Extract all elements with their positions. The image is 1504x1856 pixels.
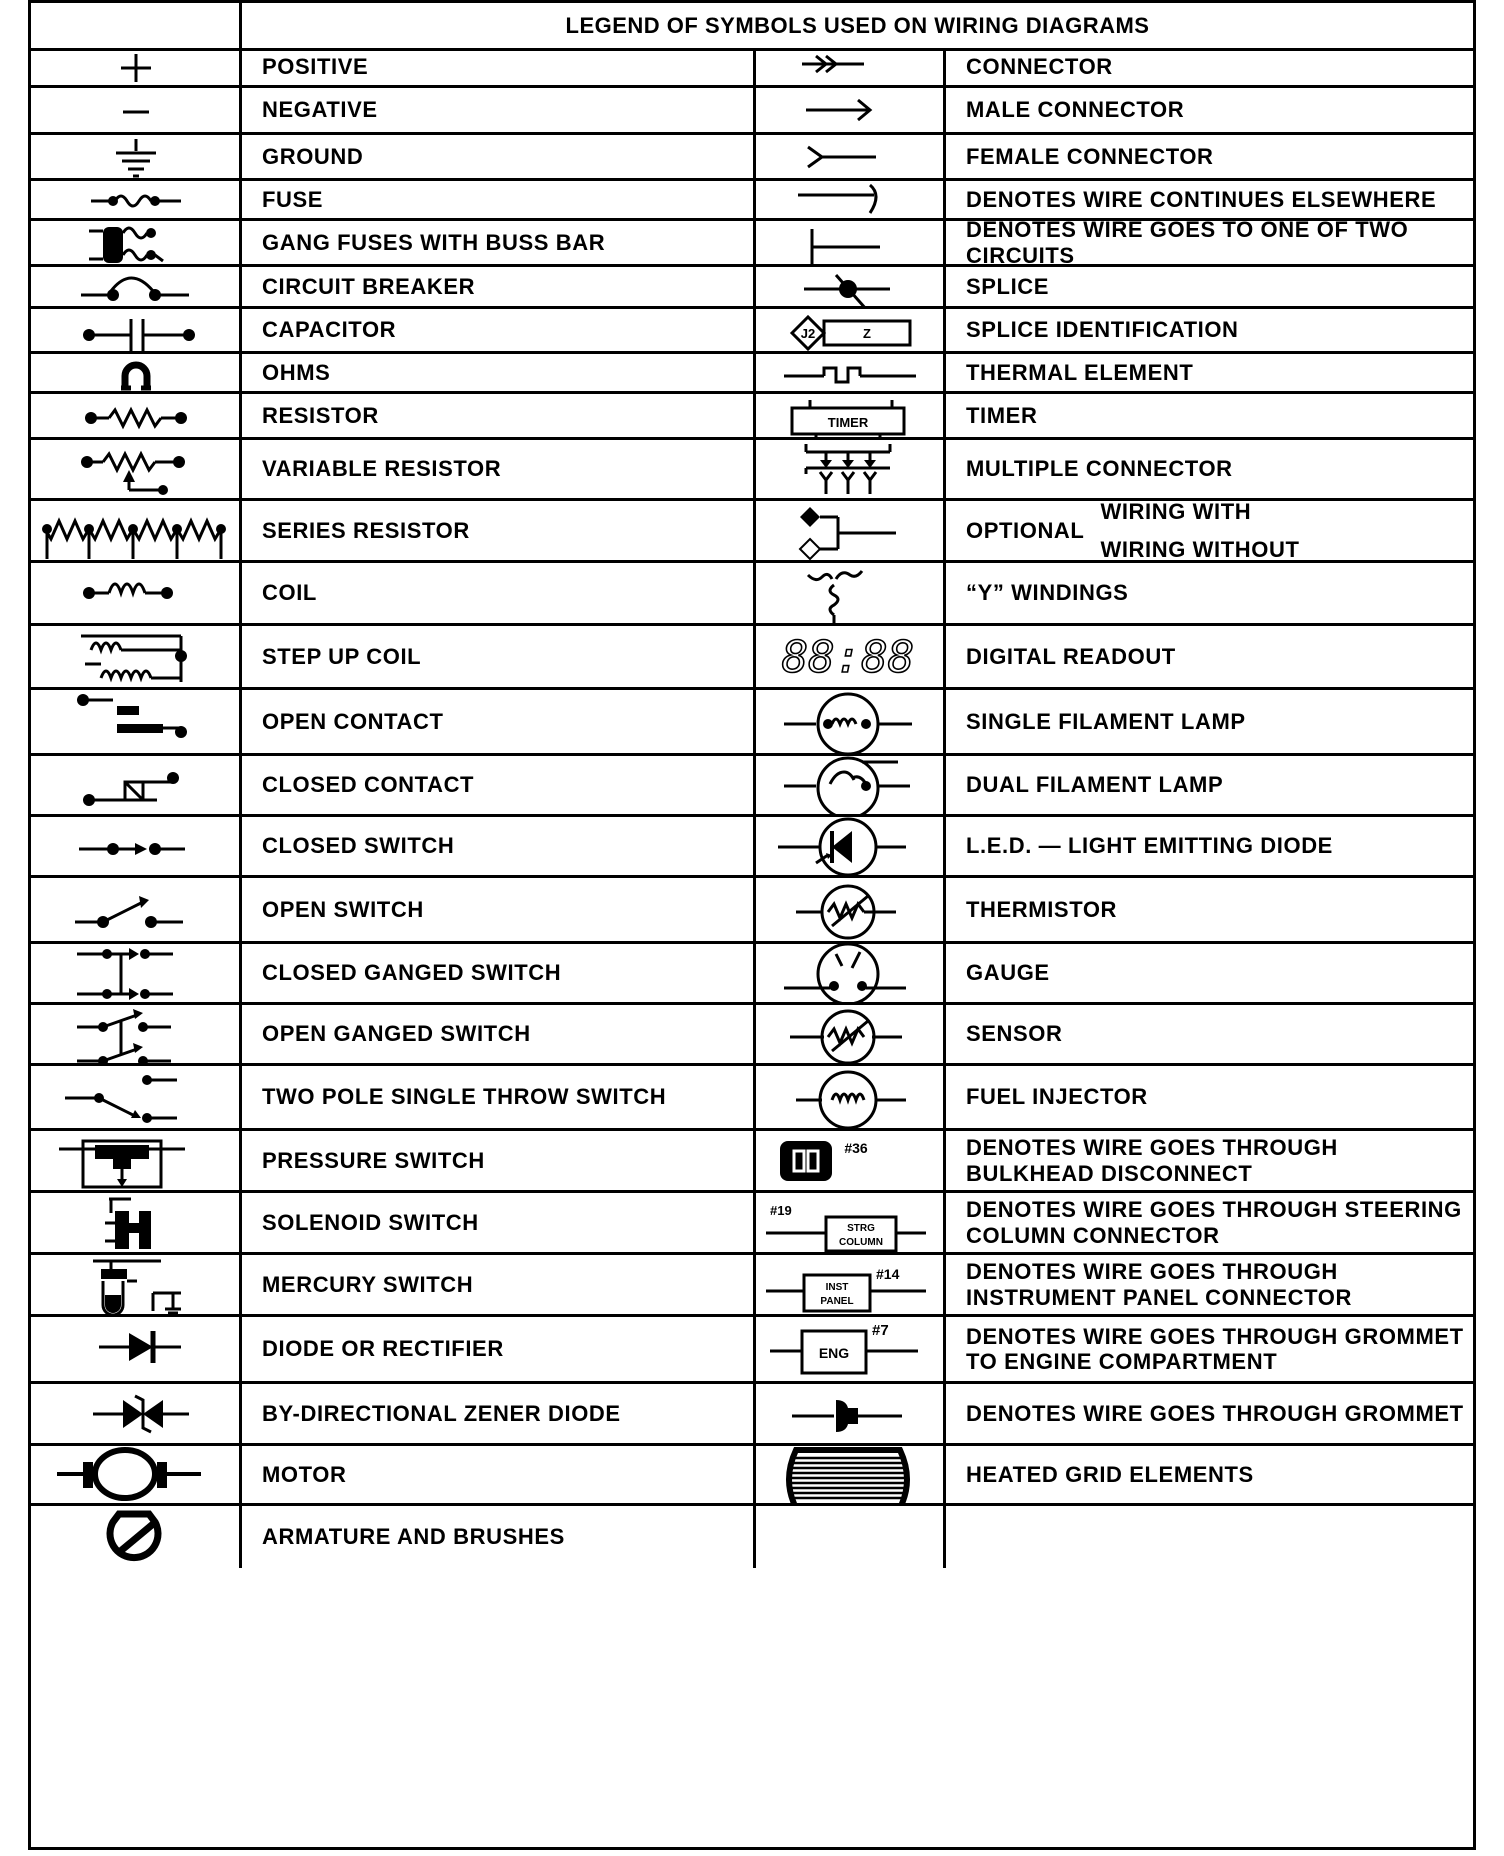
wiring-without-label: WIRING WITHOUT bbox=[1100, 536, 1300, 562]
symbol-label: BY-DIRECTIONAL ZENER DIODE bbox=[242, 1384, 756, 1446]
grommet-icon bbox=[756, 1384, 943, 1443]
closed-switch-icon bbox=[31, 817, 239, 875]
symbol-label: SERIES RESISTOR bbox=[242, 501, 756, 563]
symbol-cell bbox=[756, 267, 946, 309]
mercury-switch-icon bbox=[31, 1255, 239, 1314]
symbol-label: OHMS bbox=[242, 354, 756, 394]
symbol-cell bbox=[756, 48, 946, 88]
splice-id-icon bbox=[756, 309, 943, 351]
symbol-label: SPLICE IDENTIFICATION bbox=[946, 309, 1473, 354]
capacitor-icon bbox=[31, 309, 239, 351]
symbol-cell bbox=[756, 563, 946, 626]
symbol-cell bbox=[756, 878, 946, 944]
symbol-label: GAUGE bbox=[946, 944, 1473, 1005]
symbol-cell bbox=[756, 1384, 946, 1446]
icon-text: COLUMN bbox=[839, 1237, 883, 1248]
symbol-label: VARIABLE RESISTOR bbox=[242, 440, 756, 501]
symbol-label: DENOTES WIRE GOES THROUGH BULKHEAD DISCONNECT bbox=[946, 1131, 1473, 1193]
symbol-cell bbox=[756, 1193, 946, 1255]
symbol-label: CLOSED GANGED SWITCH bbox=[242, 944, 756, 1005]
icon-text: J2 bbox=[800, 326, 816, 341]
armature-icon bbox=[31, 1508, 239, 1567]
symbol-label: POSITIVE bbox=[242, 48, 756, 88]
sensor-icon bbox=[756, 1005, 943, 1063]
title-corner bbox=[31, 3, 242, 48]
symbol-cell bbox=[31, 944, 242, 1005]
symbol-cell bbox=[756, 354, 946, 394]
symbol-cell bbox=[756, 817, 946, 878]
icon-text: #19 bbox=[770, 1203, 792, 1218]
symbol-cell bbox=[31, 626, 242, 690]
symbol-cell bbox=[756, 690, 946, 756]
symbol-label: OPEN SWITCH bbox=[242, 878, 756, 944]
dual-filament-lamp-icon bbox=[756, 756, 943, 814]
optional-label: OPTIONAL bbox=[966, 517, 1085, 543]
symbol-label: DIGITAL READOUT bbox=[946, 626, 1473, 690]
symbol-cell bbox=[756, 1317, 946, 1384]
symbol-cell bbox=[31, 309, 242, 354]
motor-icon bbox=[31, 1446, 239, 1503]
symbol-label: RESISTOR bbox=[242, 394, 756, 440]
wiring-with-label: WIRING WITH bbox=[1100, 501, 1252, 525]
symbol-label: MALE CONNECTOR bbox=[946, 88, 1473, 135]
symbol-label: FEMALE CONNECTOR bbox=[946, 135, 1473, 181]
resistor-icon bbox=[31, 394, 239, 437]
symbol-label: SENSOR bbox=[946, 1005, 1473, 1066]
symbol-cell bbox=[31, 1506, 242, 1568]
readout-text: 88:88 bbox=[781, 632, 915, 683]
symbol-label bbox=[946, 1506, 1473, 1568]
symbol-cell bbox=[31, 1066, 242, 1131]
symbol-label: CAPACITOR bbox=[242, 309, 756, 354]
symbol-label: MOTOR bbox=[242, 1446, 756, 1506]
icon-text: #14 bbox=[876, 1266, 900, 1282]
title-row bbox=[31, 3, 1473, 51]
symbol-cell bbox=[31, 1131, 242, 1193]
symbol-cell bbox=[31, 181, 242, 221]
step-up-coil-icon bbox=[31, 626, 239, 687]
closed-ganged-switch-icon bbox=[31, 944, 239, 1002]
symbol-label: TWO POLE SINGLE THROW SWITCH bbox=[242, 1066, 756, 1131]
symbol-label: L.E.D. — LIGHT EMITTING DIODE bbox=[946, 817, 1473, 878]
symbol-label: DIODE OR RECTIFIER bbox=[242, 1317, 756, 1384]
symbol-cell bbox=[756, 1131, 946, 1193]
symbol-label: DENOTES WIRE GOES THROUGH STEERING COLUMN CONNECTOR bbox=[946, 1193, 1473, 1255]
optional-wiring-icon bbox=[756, 501, 943, 560]
symbol-label: THERMAL ELEMENT bbox=[946, 354, 1473, 394]
icon-text: ENG bbox=[818, 1345, 850, 1361]
timer-icon bbox=[756, 394, 943, 437]
symbol-label: GROUND bbox=[242, 135, 756, 181]
symbol-label: “Y” WINDINGS bbox=[946, 563, 1473, 626]
symbol-cell bbox=[756, 394, 946, 440]
symbol-label: STEP UP COIL bbox=[242, 626, 756, 690]
bulkhead-disconnect-icon bbox=[756, 1131, 943, 1190]
multiple-connector-icon bbox=[756, 440, 943, 498]
open-contact-icon bbox=[31, 690, 239, 753]
symbol-cell bbox=[756, 944, 946, 1005]
variable-resistor-icon bbox=[31, 440, 239, 498]
zener-diode-icon bbox=[31, 1384, 239, 1443]
legend-title: LEGEND OF SYMBOLS USED ON WIRING DIAGRAMS bbox=[565, 12, 1150, 38]
symbol-cell bbox=[756, 181, 946, 221]
symbol-label: FUSE bbox=[242, 181, 756, 221]
fuse-icon bbox=[31, 181, 239, 218]
plus-icon bbox=[31, 48, 239, 85]
symbol-cell bbox=[31, 1255, 242, 1317]
coil-icon bbox=[31, 563, 239, 623]
symbol-label: MULTIPLE CONNECTOR bbox=[946, 440, 1473, 501]
symbol-cell bbox=[31, 878, 242, 944]
digital-readout-icon bbox=[756, 626, 943, 687]
symbol-cell bbox=[31, 354, 242, 394]
symbol-label: CLOSED SWITCH bbox=[242, 817, 756, 878]
symbol-label: GANG FUSES WITH BUSS BAR bbox=[242, 221, 756, 267]
symbol-label: DENOTES WIRE GOES THROUGH GROMMET TO ENGINE COMPARTMENT bbox=[946, 1317, 1473, 1384]
symbol-label: CIRCUIT BREAKER bbox=[242, 267, 756, 309]
symbol-label: TIMER bbox=[946, 394, 1473, 440]
symbol-label: DENOTES WIRE GOES TO ONE OF TWO CIRCUITS bbox=[946, 221, 1473, 267]
symbol-label: HEATED GRID ELEMENTS bbox=[946, 1446, 1473, 1506]
symbol-cell bbox=[756, 88, 946, 135]
symbol-cell bbox=[31, 267, 242, 309]
symbol-cell bbox=[31, 48, 242, 88]
solenoid-switch-icon bbox=[31, 1193, 239, 1252]
symbol-cell bbox=[31, 756, 242, 817]
ground-icon bbox=[31, 135, 239, 178]
closed-contact-icon bbox=[31, 756, 239, 814]
symbol-label bbox=[946, 501, 1473, 563]
symbol-label: DENOTES WIRE GOES THROUGH INSTRUMENT PANEL CONNECTOR bbox=[946, 1255, 1473, 1317]
symbol-label: CONNECTOR bbox=[946, 48, 1473, 88]
icon-text: Z bbox=[863, 326, 871, 341]
symbol-cell bbox=[756, 1446, 946, 1506]
symbol-label: COIL bbox=[242, 563, 756, 626]
symbol-label: MERCURY SWITCH bbox=[242, 1255, 756, 1317]
symbol-cell bbox=[31, 135, 242, 181]
gauge-icon bbox=[756, 944, 943, 1002]
icon-text: #7 bbox=[872, 1322, 889, 1339]
symbol-cell bbox=[31, 440, 242, 501]
icon-text: #36 bbox=[844, 1140, 868, 1156]
symbol-label: DUAL FILAMENT LAMP bbox=[946, 756, 1473, 817]
symbol-label: SOLENOID SWITCH bbox=[242, 1193, 756, 1255]
symbol-cell bbox=[31, 1446, 242, 1506]
thermal-element-icon bbox=[756, 354, 943, 391]
splice-icon bbox=[756, 267, 943, 306]
open-ganged-switch-icon bbox=[31, 1005, 239, 1063]
symbol-label: DENOTES WIRE GOES THROUGH GROMMET bbox=[946, 1384, 1473, 1446]
led-icon bbox=[756, 817, 943, 875]
symbol-label: CLOSED CONTACT bbox=[242, 756, 756, 817]
symbol-cell bbox=[31, 501, 242, 563]
y-windings-icon bbox=[756, 563, 943, 623]
two-pole-switch-icon bbox=[31, 1066, 239, 1128]
symbol-cell bbox=[756, 135, 946, 181]
instrument-panel-connector-icon bbox=[756, 1255, 943, 1314]
symbol-cell bbox=[31, 1317, 242, 1384]
ohms-icon bbox=[31, 354, 239, 391]
minus-icon bbox=[31, 88, 239, 132]
symbol-label: NEGATIVE bbox=[242, 88, 756, 135]
wiring-legend bbox=[28, 0, 1476, 1850]
symbol-cell bbox=[756, 756, 946, 817]
pressure-switch-icon bbox=[31, 1131, 239, 1190]
symbol-cell bbox=[756, 221, 946, 267]
symbol-cell bbox=[756, 626, 946, 690]
symbol-cell bbox=[756, 309, 946, 354]
symbol-cell bbox=[756, 440, 946, 501]
symbol-label: THERMISTOR bbox=[946, 878, 1473, 944]
legend-grid bbox=[31, 48, 1473, 1847]
heated-grid-icon bbox=[756, 1446, 943, 1503]
symbol-cell bbox=[31, 690, 242, 756]
symbol-cell bbox=[31, 394, 242, 440]
symbol-cell bbox=[31, 1384, 242, 1446]
symbol-cell bbox=[756, 1255, 946, 1317]
diode-icon bbox=[31, 1317, 239, 1381]
wire-continues-icon bbox=[756, 181, 943, 218]
symbol-label: FUEL INJECTOR bbox=[946, 1066, 1473, 1131]
icon-text: PANEL bbox=[820, 1296, 854, 1307]
optional-variants bbox=[1100, 501, 1299, 562]
symbol-cell bbox=[31, 817, 242, 878]
symbol-cell bbox=[756, 501, 946, 563]
steering-column-connector-icon bbox=[756, 1193, 943, 1252]
series-resistor-icon bbox=[31, 501, 239, 560]
single-filament-lamp-icon bbox=[756, 690, 943, 753]
open-switch-icon bbox=[31, 878, 239, 941]
symbol-cell bbox=[756, 1066, 946, 1131]
symbol-label: DENOTES WIRE CONTINUES ELSEWHERE bbox=[946, 181, 1473, 221]
engine-grommet-icon bbox=[756, 1317, 943, 1381]
symbol-cell bbox=[756, 1005, 946, 1066]
male-connector-icon bbox=[756, 88, 943, 132]
symbol-label: ARMATURE AND BRUSHES bbox=[242, 1506, 756, 1568]
gang-fuses-icon bbox=[31, 221, 239, 264]
symbol-cell bbox=[31, 563, 242, 626]
symbol-label: SPLICE bbox=[946, 267, 1473, 309]
symbol-label: SINGLE FILAMENT LAMP bbox=[946, 690, 1473, 756]
thermistor-icon bbox=[756, 878, 943, 941]
symbol-label: OPEN CONTACT bbox=[242, 690, 756, 756]
symbol-label: OPEN GANGED SWITCH bbox=[242, 1005, 756, 1066]
symbol-cell bbox=[31, 88, 242, 135]
two-circuits-icon bbox=[756, 221, 943, 264]
symbol-cell bbox=[31, 1005, 242, 1066]
circuit-breaker-icon bbox=[31, 267, 239, 306]
connector-icon bbox=[756, 48, 943, 85]
fuel-injector-icon bbox=[756, 1066, 943, 1128]
symbol-cell bbox=[756, 1506, 946, 1568]
symbol-cell bbox=[31, 221, 242, 267]
icon-text: INST bbox=[825, 1282, 849, 1293]
icon-text: STRG bbox=[847, 1223, 875, 1234]
symbol-cell bbox=[31, 1193, 242, 1255]
symbol-label: PRESSURE SWITCH bbox=[242, 1131, 756, 1193]
icon-text: TIMER bbox=[827, 415, 869, 430]
female-connector-icon bbox=[756, 135, 943, 178]
